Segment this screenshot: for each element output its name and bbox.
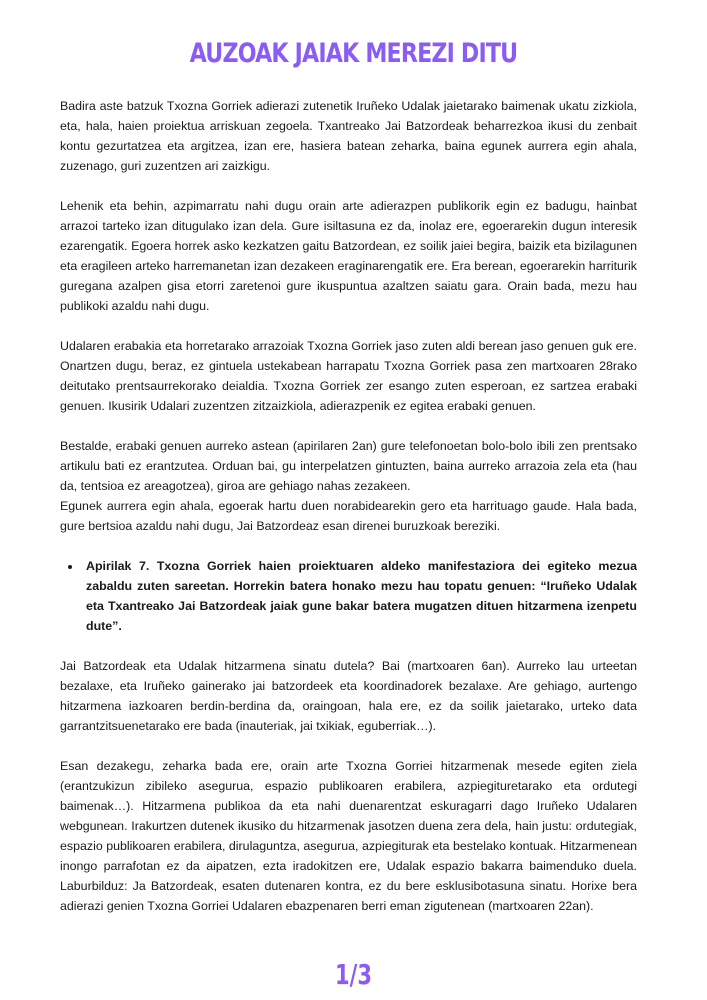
document-body bbox=[60, 96, 637, 936]
paragraph-7: Esan dezakegu, zeharka bada ere, orain arte Txozna Gorriei hitzarmenak mesede egiten ziela (erantzukizun zibileko asegurua, espazio publikoaren erabilera, azpiegituretarako eta ordutegi baimenak…). Hitzarmena publikoa da eta nahi duenarentzat eskuragarri dago Iruñeko Udalaren webgunean. Irakurtzen dutenek ikusiko du hitzarmenak jasotzen duena zera dela, hain justu: ordutegiak, espazio publikoaren erabilera, dirulaguntza, asegurua, azpiegiturak eta bestelako kontuak. Hitzarmenean inongo parrafotan ez da aipatzen, ezta iradokitzen ere, Udalak espazio bakarra baimenduko duela. Laburbilduz: Ja Batzordeak, esaten dutenaren kontra, ez du bere esklusibotasuna sinatu. Horixe bera adierazi genien Txozna Gorriei Udalaren ebazpenaren berri eman zigutenean (martxoaren 22an). bbox=[60, 759, 637, 913]
page-number: 1/3 bbox=[335, 958, 372, 991]
page-title: AUZOAK JAIAK MEREZI DITU bbox=[189, 38, 518, 69]
paragraph-4: Bestalde, erabaki genuen aurreko astean (apirilaren 2an) gure telefonoetan bolo-bolo ibili zen prentsako artikulu bati ez erantzutea. Orduan bai, gu interpelatzen gintuzten, baina aurreko arrazoia zela eta (hau da, tentsioa ez areagotzea), giroa are gehiago nahas zezakeen. bbox=[60, 439, 637, 493]
paragraph-6: Jai Batzordeak eta Udalak hitzarmena sinatu dutela? Bai (martxoaren 6an). Aurreko lau urteetan bezalaxe, eta Iruñeko gainerako jai batzordeek eta koordinadorek bezalaxe. Are gehiago, aurtengo hitzarmena iazkoaren berdin-berdina da, oraingoan, hala ere, ez da soilik jaietarako, urteko data garrantzitsuenetarako ere bada (inauteriak, jai txikiak, eguberriak…). bbox=[60, 659, 637, 733]
paragraph-5: Egunek aurrera egin ahala, egoerak hartu duen norabidearekin gero eta harrituago gaude. Hala bada, gure bertsioa azaldu nahi dugu, Jai Batzordeaz esan direnei buruzkoak bereziki. bbox=[60, 499, 637, 533]
paragraph-2: Lehenik eta behin, azpimarratu nahi dugu orain arte adierazpen publikorik egin ez badugu, hainbat arrazoi tarteko izan ditugulako izan dela. Gure isiltasuna ez da, inolaz ere, egoerarekin dugun interesik ezarengatik. Egoera horrek asko kezkatzen gaitu Batzordean, ez soilik jaiei begira, baizik eta bizilagunen eta eragileen arteko harremanetan izan dezakeen eraginarengatik ere. Era berean, egoerarekin harriturik guregana azalpen gisa etorri zaretenoi gure ikuspuntua azaltzen saiatu gara. Orain bada, mezu hau publikoki azaldu nahi dugu. bbox=[60, 199, 637, 313]
bullet-item: • Apirilak 7. Txozna Gorriek haien proiektuaren aldeko manifestaziora dei egiteko mezua zabaldu zuten sareetan. Horrekin batera honako mezu hau topatu genuen: “Iruñeko Udalak eta Txantreako Jai Batzordeak jaiak gune bakar batera mugatzen dituen hitzarmena izenpetu dute”. bbox=[82, 556, 637, 636]
paragraph-3: Udalaren erabakia eta horretarako arrazoiak Txozna Gorriek jaso zuten aldi berean jaso genuen guk ere. Onartzen dugu, beraz, ez gintuela ustekabean harrapatu Txozna Gorriek pasa zen martxoaren 28rako deitutako prentsaurrekorako deialdia. Txozna Gorriek zer esango zuten esperoan, ez sartzea erabaki genuen. Ikusirik Udalari zuzentzen zitzaizkiola, adierazpenik ez egitea erabaki genuen. bbox=[60, 339, 637, 413]
bullet-list bbox=[60, 556, 637, 636]
paragraph-1: Badira aste batzuk Txozna Gorriek adierazi zutenetik Iruñeko Udalak jaietarako baimenak ukatu zizkiola, eta, hala, haien proiektua arriskuan zegoela. Txantreako Jai Batzordeak beharrezkoa ikusi du zenbait kontu gezurtatzea eta argitzea, izan ere, hasiera batean zeharka, baina egunek aurrera egin ahala, zuzenago, guri zuzentzen ari zaizkigu. bbox=[60, 99, 637, 173]
